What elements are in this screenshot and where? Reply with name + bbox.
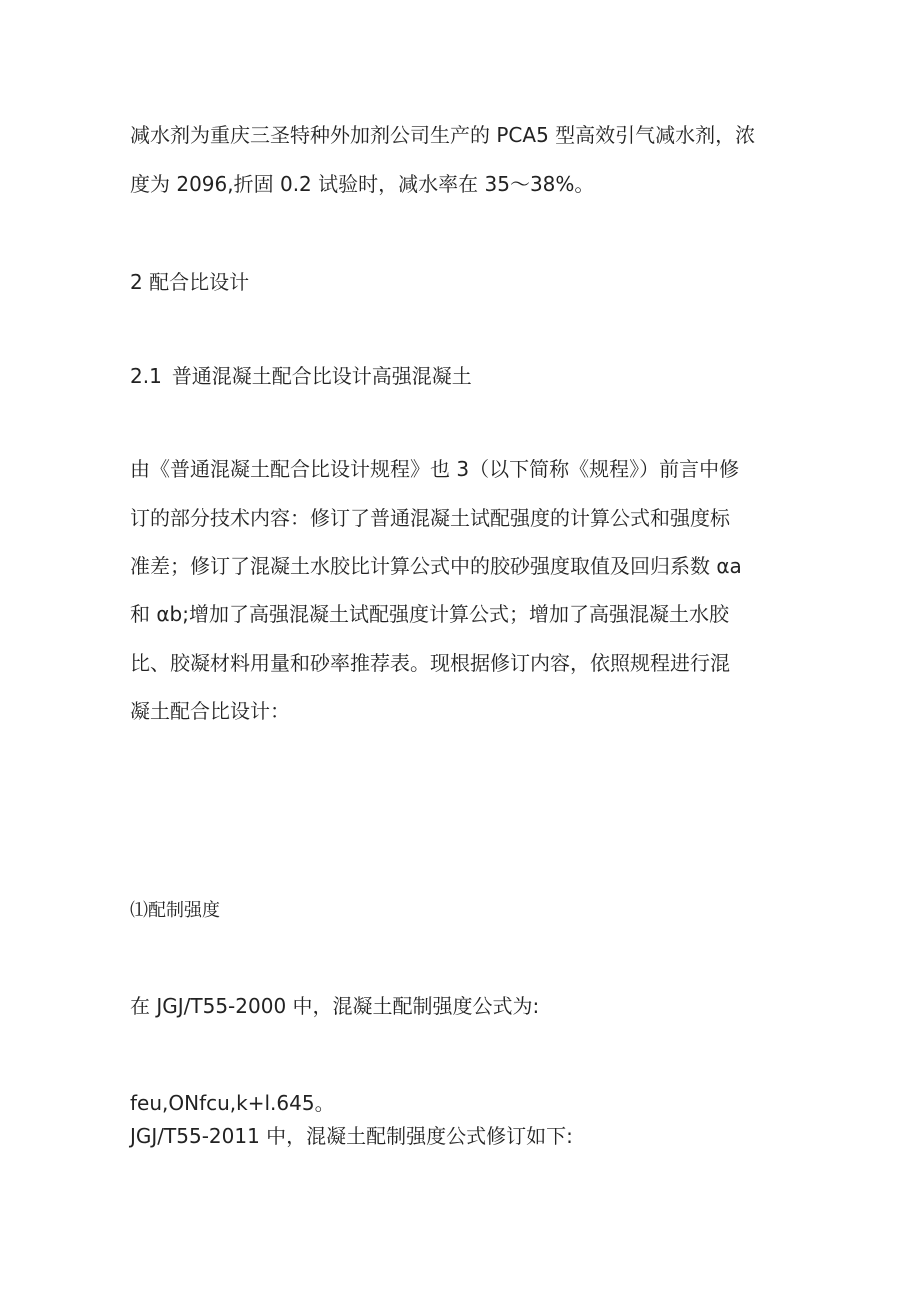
section-2-1-heading — [130, 364, 472, 388]
paragraph-2-line-3: 准差；修订了混凝土水胶比计算公式中的胶砂强度取值及回归系数 αa — [130, 554, 742, 578]
paragraph-1-line-2: 度为 2096,折固 0.2 试验时，减水率在 35～38%。 — [130, 172, 595, 196]
paragraph-2-line-4: 和 αb;增加了高强混凝土试配强度计算公式；增加了高强混凝土水胶 — [130, 602, 729, 626]
section-2-1-title: 普通混凝土配合比设计高强混凝土 — [171, 364, 472, 388]
section-2-heading: 2 配合比设计 — [130, 270, 250, 294]
paragraph-3: 在 JGJ/T55-2000 中，混凝土配制强度公式为: — [130, 994, 540, 1018]
paragraph-1-line-1: 减水剂为重庆三圣特种外加剂公司生产的 PCA5 型高效引气减水剂，浓 — [130, 123, 756, 147]
section-2-1-number: 2.1 — [130, 364, 162, 388]
paragraph-4: JGJ/T55-2011 中，混凝土配制强度公式修订如下: — [130, 1124, 573, 1148]
formula-1: feu,ONfcu,k+l.645。 — [130, 1091, 335, 1115]
paragraph-2-line-5: 比、胶凝材料用量和砂率推荐表。现根据修订内容，依照规程进行混 — [130, 651, 730, 675]
paragraph-2-line-6: 凝土配合比设计： — [130, 699, 290, 723]
paragraph-2-line-2: 订的部分技术内容：修订了普通混凝土试配强度的计算公式和强度标 — [130, 506, 730, 530]
item-1-heading: ⑴配制强度 — [130, 900, 220, 921]
paragraph-2-line-1: 由《普通混凝土配合比设计规程》也 3（以下简称《规程》）前言中修 — [130, 457, 740, 481]
